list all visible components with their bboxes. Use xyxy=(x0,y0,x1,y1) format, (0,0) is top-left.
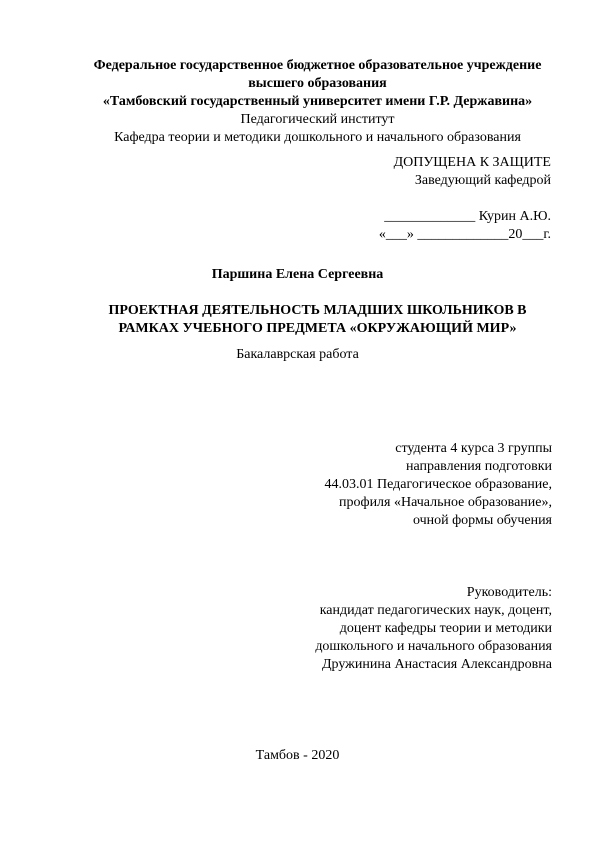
approval-block xyxy=(301,154,551,244)
university-name: «Тамбовский государственный университет имени Г.Р. Державина» xyxy=(102,94,533,109)
approval-role: Заведующий кафедрой xyxy=(414,173,551,188)
student-study-form: очной формы обучения xyxy=(412,513,552,528)
supervisor-label: Руководитель: xyxy=(466,585,552,600)
city-year: Тамбов - 2020 xyxy=(255,748,340,763)
institute-name: Педагогический институт xyxy=(240,112,395,127)
student-info-block xyxy=(252,440,552,530)
thesis-title-line-1: ПРОЕКТНАЯ ДЕЯТЕЛЬНОСТЬ МЛАДШИХ ШКОЛЬНИКОВ В xyxy=(108,303,527,318)
student-direction: 44.03.01 Педагогическое образование, xyxy=(324,477,552,492)
approval-signature: _____________ Курин А.Ю. xyxy=(384,209,551,224)
approval-status: ДОПУЩЕНА К ЗАЩИТЕ xyxy=(393,155,551,170)
institution-header xyxy=(60,57,575,147)
ministry-line-1: Федеральное государственное бюджетное образовательное учреждение xyxy=(93,58,542,73)
student-course: студента 4 курса 3 группы xyxy=(395,441,552,456)
student-name: Паршина Елена Сергеевна xyxy=(211,267,384,282)
supervisor-name: Дружинина Анастасия Александровна xyxy=(321,657,552,672)
supervisor-block xyxy=(232,584,552,674)
supervisor-degree: кандидат педагогических наук, доцент, xyxy=(319,603,552,618)
thesis-title-line-2: РАМКАХ УЧЕБНОГО ПРЕДМЕТА «ОКРУЖАЮЩИЙ МИР» xyxy=(118,321,517,336)
supervisor-position: доцент кафедры теории и методики xyxy=(339,621,552,636)
work-type: Бакалаврская работа xyxy=(236,347,359,362)
ministry-line-2: высшего образования xyxy=(248,76,387,91)
thesis-title xyxy=(60,302,575,338)
student-profile: профиля «Начальное образование», xyxy=(339,495,552,510)
department-name: Кафедра теории и методики дошкольного и начального образования xyxy=(114,130,521,145)
student-direction-label: направления подготовки xyxy=(405,459,552,474)
approval-date: «___» _____________20___г. xyxy=(378,227,551,242)
supervisor-department: дошкольного и начального образования xyxy=(315,639,552,654)
